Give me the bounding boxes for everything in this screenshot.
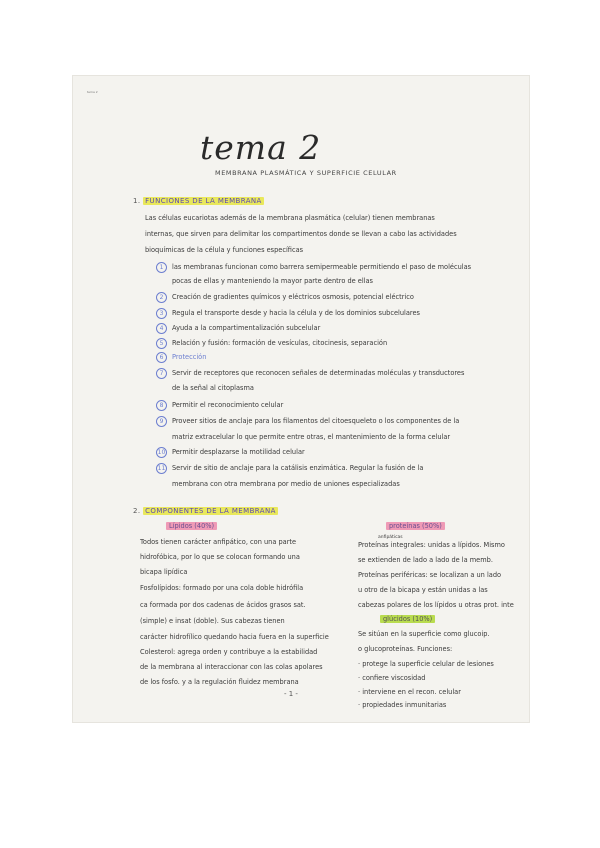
- item-number-badge: 2: [156, 292, 167, 303]
- item-number-badge: 11: [157, 465, 166, 472]
- proteinas-line-3: Proteínas periféricas: se localizan a un lado: [358, 571, 502, 579]
- proteinas-label: proteínas: [389, 522, 420, 530]
- corner-mark: tema 2: [87, 90, 98, 94]
- page-subtitle: MEMBRANA PLASMÁTICA Y SUPERFICIE CELULAR: [215, 169, 397, 177]
- lipidos-label: Lípidos: [169, 522, 193, 530]
- glucidos-line-3: · protege la superficie celular de lesiones: [358, 660, 494, 668]
- glucidos-line-5: · interviene en el recon. celular: [358, 688, 461, 696]
- page-number: - 1 -: [284, 690, 298, 698]
- item-2-line-1: Creación de gradientes químicos y eléctricos osmosis, potencial eléctrico: [172, 293, 414, 301]
- item-5-line-1: Relación y fusión: formación de vesículas, citocinesis, separación: [172, 339, 388, 347]
- glucidos-label: glúcidos: [383, 615, 411, 623]
- lipidos-line-3: bicapa lipídica: [140, 568, 188, 576]
- lipidos-line-8: Colesterol: agrega orden y contribuye a la estabilidad: [140, 648, 318, 656]
- lipidos-line-4: Fosfolípidos: formado por una cola doble hidrófila: [140, 584, 304, 592]
- intro-line-3: bioquímicas de la célula y funciones específicas: [145, 246, 304, 254]
- lipidos-line-5: ca formada por dos cadenas de ácidos grasos sat.: [140, 601, 306, 609]
- proteinas-chip: [386, 522, 445, 530]
- item-9-line-2: matriz extracelular lo que permite entre otras, el mantenimiento de la forma celular: [172, 433, 451, 441]
- intro-line-2: internas, que sirven para delimitar los compartimentos donde se llevan a cabo las actividades: [145, 230, 457, 238]
- section-1-number: 1.: [133, 197, 141, 205]
- lipidos-line-2: hidrofóbica, por lo que se colocan formando una: [140, 553, 300, 561]
- section-1-heading: [133, 197, 264, 205]
- item-number-badge: 6: [156, 352, 167, 363]
- item-number-badge: 3: [156, 308, 167, 319]
- item-number-badge: 5: [156, 338, 167, 349]
- item-11-line-2: membrana con otra membrana por medio de uniones especializadas: [172, 480, 400, 488]
- item-3-line-1: Regula el transporte desde y hacia la célula y de los dominios subcelulares: [172, 309, 420, 317]
- section-2-heading: [133, 507, 278, 515]
- proteinas-percent: (50%): [422, 522, 442, 530]
- lipidos-percent: (40%): [194, 522, 215, 530]
- glucidos-percent: (10%): [412, 615, 433, 623]
- proteinas-line-1: Proteínas integrales: unidas a lípidos. Mismo: [358, 541, 505, 549]
- item-8-line-1: Permitir el reconocimiento celular: [172, 401, 284, 409]
- glucidos-line-4: · confiere viscosidad: [358, 674, 426, 682]
- lipidos-line-10: de los fosfo. y a la regulación fluidez membrana: [140, 678, 299, 686]
- lipidos-line-6: (simple) e insat (doble). Sus cabezas tienen: [140, 617, 285, 625]
- item-number-badge: 10: [157, 449, 166, 456]
- proteinas-line-2: se extienden de lado a lado de la memb.: [358, 556, 493, 564]
- page-title: tema 2: [200, 128, 322, 167]
- item-11-line-1: Servir de sitio de anclaje para la catálisis enzimática. Regular la fusión de la: [172, 464, 424, 472]
- item-7-line-1: Servir de receptores que reconocen señales de determinadas moléculas y transductores: [172, 369, 465, 377]
- intro-line-1: Las células eucariotas además de la membrana plasmática (celular) tienen membranas: [145, 214, 435, 222]
- item-7-line-2: de la señal al citoplasma: [172, 384, 254, 392]
- item-4-line-1: Ayuda a la compartimentalización subcelular: [172, 324, 321, 332]
- item-number-badge: 8: [156, 400, 167, 411]
- glucidos-line-2: o glucoproteínas. Funciones:: [358, 645, 453, 653]
- glucidos-chip: [380, 615, 435, 623]
- lipidos-chip: [166, 522, 217, 530]
- item-6-line-1: Protección: [172, 353, 207, 361]
- lipidos-line-1: Todos tienen carácter anfipático, con una parte: [140, 538, 297, 546]
- lipidos-line-9: de la membrana al interaccionar con las colas apolares: [140, 663, 323, 671]
- section-2-number: 2.: [133, 507, 141, 515]
- item-number-badge: 7: [156, 368, 167, 379]
- proteinas-line-4: u otro de la bicapa y están unidas a las: [358, 586, 488, 594]
- item-number-badge: 9: [156, 416, 167, 427]
- proteinas-line-5: cabezas polares de los lípidos u otras prot. inte: [358, 601, 514, 609]
- item-9-line-1: Proveer sitios de anclaje para los filamentos del citoesqueleto o los componentes de la: [172, 417, 460, 425]
- item-number-badge: 1: [156, 262, 167, 273]
- item-1-line-1: las membranas funcionan como barrera semipermeable permitiendo el paso de moléculas: [172, 263, 472, 271]
- glucidos-line-6: · propiedades inmunitarias: [358, 701, 447, 709]
- item-10-line-1: Permitir desplazarse la motilidad celular: [172, 448, 305, 456]
- section-2-title: COMPONENTES DE LA MEMBRANA: [145, 507, 276, 515]
- lipidos-line-7: carácter hidrofílico quedando hacia fuera en la superficie: [140, 633, 329, 641]
- proteinas-small-note: anfipáticas: [378, 535, 403, 540]
- section-1-title: FUNCIONES DE LA MEMBRANA: [145, 197, 262, 205]
- glucidos-line-1: Se sitúan en la superficie como glucoip.: [358, 630, 490, 638]
- item-number-badge: 4: [156, 323, 167, 334]
- item-1-line-2: pocas de ellas y manteniendo la mayor parte dentro de ellas: [172, 277, 373, 285]
